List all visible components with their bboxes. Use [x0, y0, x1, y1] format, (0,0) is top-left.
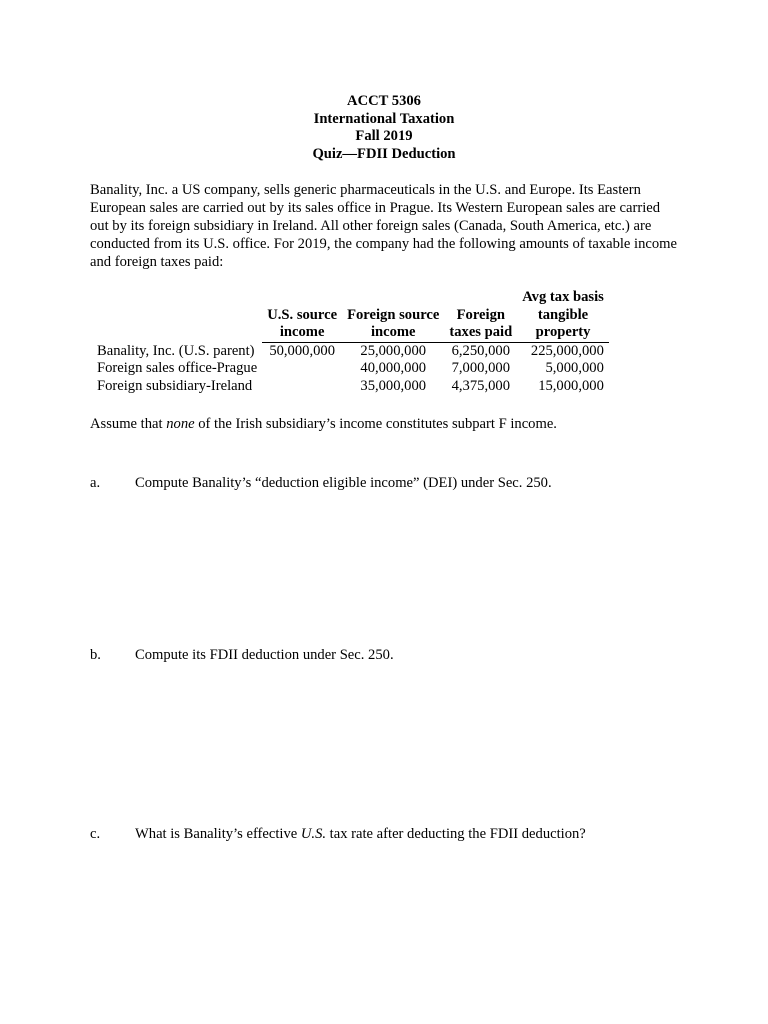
- foreign-source-income-cell: 25,000,000: [360, 342, 427, 359]
- assumption-sentence: Assume that none of the Irish subsidiary’s income constitutes subpart F income.: [90, 416, 557, 432]
- header-foreign-taxes-paid: Foreign taxes paid: [444, 289, 517, 342]
- us-source-income-cell: [262, 378, 342, 396]
- question-text: Compute its FDII deduction under Sec. 250.: [135, 647, 394, 663]
- question-letter: b.: [90, 647, 101, 663]
- quiz-header: [0, 93, 768, 163]
- foreign-taxes-cell: 7,000,000: [451, 360, 510, 377]
- tax-basis-cell: 225,000,000: [530, 342, 604, 359]
- foreign-source-income-cell: 35,000,000: [360, 377, 427, 394]
- table-row: [92, 342, 609, 360]
- table-row: [92, 378, 609, 396]
- row-label: Foreign subsidiary-Ireland: [97, 377, 253, 394]
- us-source-income-cell: 50,000,000: [269, 342, 335, 359]
- intro-paragraph: Banality, Inc. a US company, sells generic pharmaceuticals in the U.S. and Europe. Its Eastern European sales are carried out by its sales office in Prague. Its Western European sales are carried out by its foreign subsidiary in Ireland. All other foreign sales (Canada, South America, etc.) are conducted from its U.S. office. For 2019, the company had the following amounts of taxable income and foreign taxes paid:: [90, 182, 677, 270]
- header-avg-tax-basis: Avg tax basis tangible property: [517, 289, 609, 342]
- header-us-source-income: U.S. source income: [262, 289, 342, 342]
- quiz-title: Quiz—FDII Deduction: [312, 145, 456, 162]
- course-subject: International Taxation: [313, 110, 455, 127]
- foreign-source-income-cell: 40,000,000: [360, 360, 427, 377]
- assumption-emphasis: none: [166, 416, 195, 432]
- row-label-header: [92, 289, 262, 342]
- question-a: [90, 474, 552, 492]
- table-header-row: [92, 289, 609, 342]
- foreign-taxes-cell: 6,250,000: [451, 342, 510, 359]
- income-table: [92, 289, 609, 396]
- course-number: ACCT 5306: [347, 93, 421, 109]
- tax-basis-cell: 5,000,000: [545, 360, 604, 377]
- table-row: [92, 360, 609, 378]
- question-letter: a.: [90, 475, 101, 491]
- question-b: [90, 646, 394, 664]
- question-text: Compute Banality’s “deduction eligible income” (DEI) under Sec. 250.: [135, 475, 552, 491]
- row-label: Banality, Inc. (U.S. parent): [97, 342, 255, 359]
- foreign-taxes-cell: 4,375,000: [451, 377, 510, 394]
- question-letter: c.: [90, 826, 101, 842]
- row-label: Foreign sales office-Prague: [97, 360, 258, 377]
- question-c: [90, 825, 586, 843]
- course-term: Fall 2019: [355, 128, 413, 145]
- us-source-income-cell: [262, 360, 342, 378]
- question-emphasis: U.S.: [300, 826, 327, 842]
- header-foreign-source-income: Foreign source income: [342, 289, 444, 342]
- tax-basis-cell: 15,000,000: [538, 377, 604, 394]
- question-text: What is Banality’s effective U.S. tax rate after deducting the FDII deduction?: [135, 826, 586, 842]
